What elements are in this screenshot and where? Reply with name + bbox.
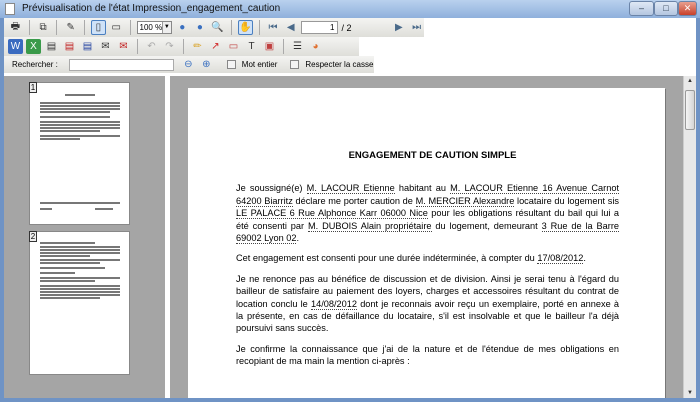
search-previous-icon[interactable]: ⊖ (184, 59, 193, 70)
maximize-button[interactable]: □ (654, 1, 678, 16)
color-icon[interactable]: ◕ (312, 41, 319, 52)
edit-icon[interactable]: ✎ (66, 22, 75, 33)
thumbnail-page-1[interactable]: 1 (29, 82, 130, 225)
zoom-magnifier-icon[interactable]: 🔍 (211, 22, 224, 33)
scroll-up-icon[interactable]: ▲ (687, 78, 693, 84)
paragraph-text: Je ne renonce pas au bénéfice de discussion et de division. Ainsi je serai tenu à l'égard du bailleur de satisfaire au paiement des loyers, charges et accessoires résultant du contrat de location conclu le (236, 273, 619, 309)
filled-field: M. MERCIER Alexandre (415, 195, 515, 206)
arrow-icon[interactable]: ↗ (211, 41, 220, 52)
title-bar (0, 0, 700, 18)
fullscreen-icon[interactable]: ▭ (111, 22, 121, 33)
filled-field: M. LACOUR Etienne (306, 183, 395, 194)
close-button[interactable]: ✕ (678, 1, 697, 16)
excel-export-icon[interactable]: X (26, 39, 41, 54)
search-input[interactable] (69, 59, 174, 71)
document-title: ENGAGEMENT DE CAUTION SIMPLE (348, 150, 517, 161)
rectangle-icon[interactable]: ▭ (228, 41, 239, 52)
search-next-icon[interactable]: ⊕ (202, 59, 211, 70)
undo-icon[interactable]: ↶ (147, 41, 156, 52)
first-page-icon[interactable]: ⏮ (268, 22, 278, 33)
vertical-scrollbar[interactable] (683, 76, 696, 398)
filled-field: M. LACOUR Etienne 16 Avenue Carnot 64200 Biarritz (236, 183, 619, 206)
annotation-list-icon[interactable]: ☰ (293, 41, 302, 52)
thumbnails-pane (4, 76, 165, 398)
document-page (188, 88, 665, 398)
filled-field: LE PALACE 6 Rue Alphonce Karr 06000 Nice (236, 208, 428, 219)
filled-field: M. DUBOIS Alain propriétaire (307, 220, 432, 231)
document-paragraph (236, 252, 619, 264)
image-icon[interactable]: ▣ (264, 41, 275, 52)
html-export-icon[interactable]: ▤ (46, 41, 57, 52)
match-case-label: Respecter la casse (305, 60, 374, 69)
zoom-select[interactable]: 100 % ▼ (137, 21, 172, 34)
word-export-icon[interactable]: W (8, 39, 23, 54)
preview-area (170, 76, 683, 398)
print-icon[interactable]: 🖶 (10, 21, 21, 32)
redo-icon[interactable]: ↷ (165, 41, 174, 52)
toolbar-export (4, 37, 359, 56)
document-paragraph (236, 343, 619, 368)
zoom-in-icon[interactable]: ● (179, 22, 186, 33)
scrollbar-thumb[interactable] (685, 90, 695, 130)
paragraph-text: . (583, 253, 586, 264)
page-total: / 2 (341, 22, 352, 33)
chevron-down-icon[interactable]: ▼ (162, 22, 171, 33)
print-multiple-icon[interactable]: ⧉ (39, 22, 47, 33)
scroll-down-icon[interactable]: ▼ (687, 390, 693, 396)
next-page-icon[interactable]: ▶ (395, 22, 403, 33)
paragraph-text: . (296, 233, 300, 244)
paragraph-text: dont je reconnais avoir reçu un exemplaire, porté en annexe à la présente, en cas de défaillance du locataire, s'il est insolvable et que le bailleur l'a déjà poursuivi sans succès. (236, 298, 619, 334)
text-icon[interactable]: T (248, 41, 255, 52)
paragraph-text: locataire du logement sis (514, 195, 620, 206)
pdf-export-icon[interactable]: ▤ (64, 41, 75, 52)
paragraph-text: habitant au (394, 183, 451, 194)
whole-word-checkbox[interactable] (227, 60, 236, 69)
paragraph-text: pour les obligations résultant du bail qui lui a été consenti par (236, 208, 620, 231)
search-label: Rechercher : (12, 60, 58, 69)
paragraph-text: du logement, demeurant (431, 220, 542, 231)
document-paragraph (236, 182, 619, 244)
thumbnails-toggle-icon[interactable]: ▯ (91, 20, 106, 35)
previous-page-icon[interactable]: ◀ (286, 22, 295, 33)
whole-word-label: Mot entier (241, 60, 278, 69)
filled-field: 14/08/2012 (311, 298, 357, 309)
window-title: Prévisualisation de l'état Impression_engagement_caution (22, 3, 281, 14)
search-bar (4, 56, 374, 73)
document-paragraph (236, 273, 619, 335)
last-page-icon[interactable]: ⏭ (412, 22, 422, 33)
paragraph-text: Cet engagement est consenti pour une durée indéterminée, à compter du (236, 253, 538, 264)
xml-export-icon[interactable]: ▤ (82, 41, 93, 52)
filled-field: 17/08/2012 (537, 253, 584, 264)
filled-field: 3 Rue de la Barre 69002 Lyon 02 (236, 220, 620, 244)
app-icon (5, 3, 15, 15)
paragraph-text: déclare me porter caution de (292, 195, 416, 206)
match-case-checkbox[interactable] (290, 60, 299, 69)
hand-tool-icon[interactable]: ✋ (239, 22, 252, 33)
minimize-button[interactable]: – (629, 1, 654, 16)
email-pdf-icon[interactable]: ✉ (119, 41, 128, 52)
thumbnail-page-2[interactable]: 2 (29, 231, 130, 375)
toolbar-main (4, 18, 424, 37)
paragraph-text: Je soussigné(e) (236, 183, 307, 194)
email-icon[interactable]: ✉ (101, 41, 110, 52)
zoom-out-icon[interactable]: ● (196, 22, 203, 33)
pencil-icon[interactable]: ✏ (193, 41, 202, 52)
page-number-input[interactable]: 1 (301, 21, 338, 34)
paragraph-text: Je confirme la connaissance que j'ai de la nature et de l'étendue de mes obligations en recopiant de ma main la mention ci-après : (236, 343, 619, 367)
